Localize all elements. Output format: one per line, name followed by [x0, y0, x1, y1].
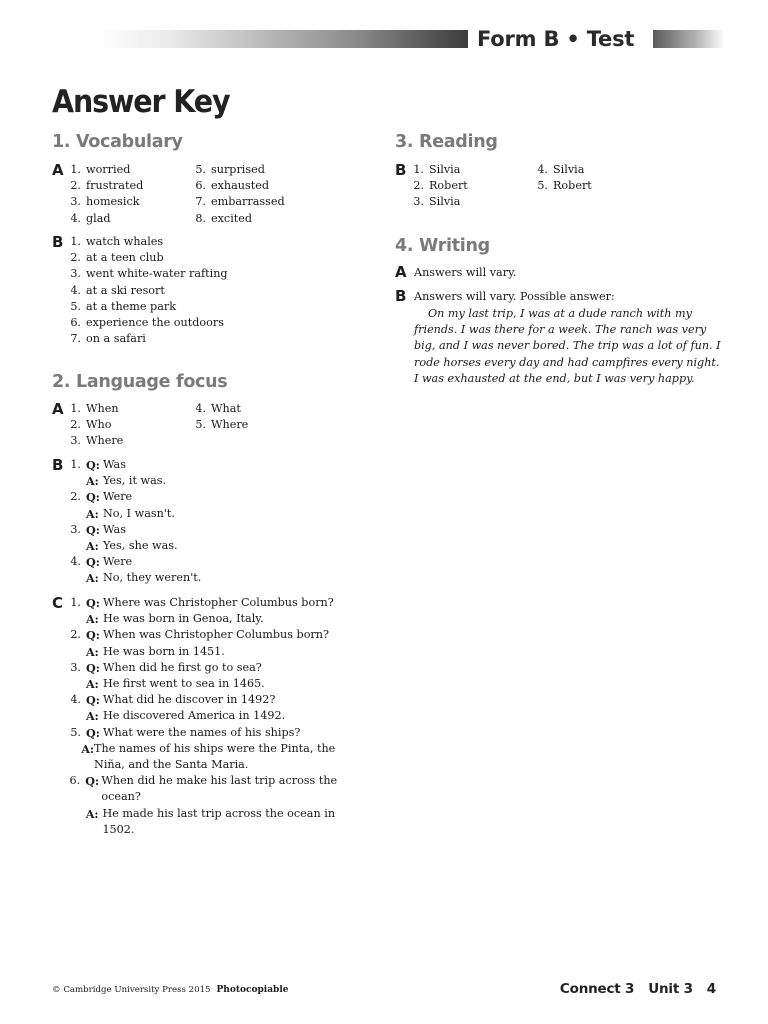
- part-letter-2b: B: [52, 456, 64, 474]
- item-text: at a ski resort: [86, 283, 165, 297]
- list-item: [66, 194, 143, 210]
- item-text: glad: [86, 211, 111, 225]
- writing-sample-text: On my last trip, I was at a dude ranch with my friends. I was there for a week. The ranch was very big, and I was never bored. The trip was a lot of fun. I rode horses every day and had campfires every night. I was exhausted at the end, but I was very happy.: [414, 307, 721, 385]
- reading-b-col1: [409, 162, 468, 211]
- item-text: Silvia: [429, 163, 461, 176]
- answer-text: Yes, she was.: [103, 539, 178, 553]
- item-number: 1.: [70, 402, 81, 415]
- item-number: 5.: [70, 725, 81, 739]
- item-number: 1.: [70, 596, 81, 609]
- a-label: A:: [86, 612, 99, 627]
- item-text: on a safari: [86, 332, 146, 346]
- q-label: Q:: [86, 555, 100, 570]
- item-number: 2.: [70, 418, 81, 432]
- a-label: A:: [86, 677, 99, 692]
- answer-row: [66, 506, 366, 522]
- answer-row: [66, 611, 366, 627]
- list-item: [66, 417, 123, 433]
- list-item: [66, 162, 143, 178]
- item-number: 1.: [70, 163, 81, 176]
- q-label: Q:: [86, 693, 100, 708]
- answer-text: He was born in Genoa, Italy.: [103, 612, 264, 626]
- part-letter-4a: A: [395, 263, 407, 281]
- question-text: Was: [103, 522, 126, 536]
- item-number: 3.: [70, 195, 81, 209]
- item-number: 2.: [70, 179, 81, 193]
- item-number: 5.: [70, 299, 81, 313]
- lang-a-col1: [66, 401, 123, 450]
- item-number: 1.: [413, 163, 424, 176]
- list-item: [191, 417, 248, 433]
- question-text: When did he make his last trip across the ocean?: [101, 774, 338, 804]
- item-text: Robert: [553, 179, 592, 193]
- lang-a-col2: [191, 401, 248, 433]
- list-item: [191, 178, 285, 194]
- answer-row: [66, 741, 366, 773]
- item-number: 3.: [70, 660, 81, 674]
- list-item: [533, 178, 592, 194]
- spacer: [66, 741, 76, 773]
- item-number: 5.: [195, 418, 206, 432]
- question-row: [66, 457, 366, 473]
- list-item: [66, 234, 228, 250]
- item-text: Robert: [429, 179, 468, 193]
- item-text: Where: [211, 418, 249, 432]
- item-number: 1.: [70, 458, 81, 471]
- q-label: Q:: [86, 725, 100, 740]
- item-number: 7.: [70, 332, 81, 346]
- item-number: 6.: [69, 774, 81, 788]
- answer-row: [66, 570, 366, 586]
- item-text: watch whales: [86, 235, 164, 248]
- spacer: [66, 570, 81, 586]
- list-item: [191, 401, 248, 417]
- list-item: [191, 194, 285, 210]
- lang-b-qa-list: [66, 457, 366, 587]
- question-row: [66, 522, 366, 538]
- list-item: [66, 433, 123, 449]
- question-row: [66, 660, 366, 676]
- header-gradient-bar: [98, 30, 468, 48]
- a-label: A:: [86, 709, 99, 724]
- copyright-text: © Cambridge University Press 2015: [52, 985, 211, 995]
- item-text: Who: [86, 418, 112, 432]
- page-title: Answer Key: [52, 84, 230, 120]
- item-number: 2.: [70, 251, 81, 265]
- list-item: [66, 178, 143, 194]
- a-label: A:: [81, 741, 95, 756]
- section-heading-vocabulary: 1. Vocabulary: [52, 132, 183, 152]
- part-letter-4b: B: [395, 287, 407, 305]
- item-text: When: [86, 402, 119, 415]
- reading-b-col2: [533, 162, 592, 194]
- item-text: frustrated: [86, 179, 144, 193]
- page-number: 4: [706, 981, 716, 997]
- q-label: Q:: [86, 660, 100, 675]
- spacer: [66, 611, 81, 627]
- header-gradient-tail: [653, 30, 725, 48]
- spacer: [66, 538, 81, 554]
- header-title: Form B • Test: [477, 27, 635, 51]
- lang-c-qa-list: [66, 595, 366, 838]
- answer-row: [66, 676, 366, 692]
- answer-text: No, I wasn't.: [103, 506, 175, 520]
- a-label: A:: [85, 806, 99, 821]
- writing-b-text: Answers will vary. Possible answer:: [414, 290, 615, 303]
- item-number: 2.: [70, 490, 81, 504]
- q-label: Q:: [86, 596, 100, 610]
- unit-label: Unit 3: [648, 981, 693, 997]
- question-text: What did he discover in 1492?: [103, 693, 276, 707]
- answer-row: [66, 708, 366, 724]
- item-text: What: [211, 402, 241, 415]
- item-number: 4.: [70, 211, 81, 225]
- answer-row: [66, 806, 366, 838]
- list-item: [191, 211, 285, 227]
- list-item: [66, 283, 228, 299]
- item-number: 6.: [195, 179, 206, 193]
- q-label: Q:: [86, 628, 100, 643]
- writing-a-text: Answers will vary.: [414, 266, 517, 279]
- q-label: Q:: [86, 458, 100, 472]
- list-item: [533, 162, 592, 178]
- list-item: [409, 194, 468, 210]
- item-number: 4.: [70, 283, 81, 297]
- photocopiable-label: Photocopiable: [216, 985, 289, 995]
- spacer: [66, 806, 81, 838]
- item-text: Silvia: [429, 195, 461, 209]
- part-letter-2a: A: [52, 400, 64, 418]
- q-label: Q:: [86, 522, 100, 537]
- part-letter-2c: C: [52, 594, 64, 612]
- question-row: [66, 773, 366, 805]
- book-title: Connect 3: [559, 981, 635, 997]
- question-text: When did he first go to sea?: [103, 660, 262, 674]
- list-item: [66, 211, 143, 227]
- item-text: at a teen club: [86, 251, 164, 265]
- item-number: 7.: [195, 195, 206, 209]
- answer-row: [66, 473, 366, 489]
- part-letter-3b: B: [395, 161, 407, 179]
- spacer: [66, 644, 81, 660]
- answer-row: [66, 538, 366, 554]
- question-text: Were: [103, 555, 133, 569]
- item-number: 3.: [70, 434, 81, 448]
- item-number: 3.: [70, 267, 81, 281]
- answer-text: He discovered America in 1492.: [103, 709, 286, 723]
- answer-row: [66, 644, 366, 660]
- section-heading-language-focus: 2. Language focus: [52, 372, 228, 392]
- question-row: [66, 489, 366, 505]
- answer-text: He made his last trip across the ocean in 1502.: [102, 806, 336, 836]
- question-row: [66, 627, 366, 643]
- item-text: embarrassed: [211, 195, 285, 209]
- list-item: [66, 401, 123, 417]
- question-text: Where was Christopher Columbus born?: [103, 596, 334, 609]
- item-number: 6.: [70, 316, 81, 330]
- spacer: [66, 708, 81, 724]
- answer-text: No, they weren't.: [103, 571, 202, 585]
- spacer: [66, 506, 81, 522]
- section-heading-reading: 3. Reading: [395, 132, 498, 152]
- list-item: [66, 299, 228, 315]
- footer-copyright: [52, 985, 288, 995]
- list-item: [409, 162, 468, 178]
- item-number: 4.: [70, 555, 81, 569]
- section-heading-writing: 4. Writing: [395, 236, 490, 256]
- vocab-a-col1: [66, 162, 143, 227]
- part-letter-1b: B: [52, 233, 64, 251]
- item-number: 2.: [70, 628, 81, 642]
- item-number: 4.: [195, 402, 206, 415]
- item-number: 3.: [70, 522, 81, 536]
- list-item: [191, 162, 285, 178]
- list-item: [66, 331, 228, 347]
- part-letter-1a: A: [52, 161, 64, 179]
- item-number: 5.: [537, 179, 548, 193]
- item-text: surprised: [211, 163, 265, 176]
- list-item: [409, 178, 468, 194]
- question-text: Were: [103, 490, 133, 504]
- vocab-b-list: [66, 234, 228, 347]
- item-text: exhausted: [211, 179, 270, 193]
- spacer: [66, 676, 81, 692]
- answer-text: He first went to sea in 1465.: [103, 677, 265, 691]
- a-label: A:: [86, 474, 99, 489]
- question-row: [66, 554, 366, 570]
- item-number: 5.: [195, 163, 206, 176]
- item-number: 2.: [413, 179, 424, 193]
- item-text: went white-water rafting: [86, 267, 228, 281]
- question-row: [66, 692, 366, 708]
- item-text: at a theme park: [86, 299, 177, 313]
- writing-sample-paragraph: [414, 306, 724, 387]
- answer-text: Yes, it was.: [103, 474, 167, 488]
- list-item: [66, 266, 228, 282]
- q-label: Q:: [85, 774, 100, 789]
- item-text: experience the outdoors: [86, 316, 224, 330]
- question-row: [66, 725, 366, 741]
- question-text: What were the names of his ships?: [103, 725, 301, 739]
- item-number: 1.: [70, 235, 81, 248]
- q-label: Q:: [86, 490, 100, 505]
- a-label: A:: [86, 644, 99, 659]
- question-text: When was Christopher Columbus born?: [103, 628, 329, 642]
- item-text: excited: [211, 211, 253, 225]
- item-number: 3.: [413, 195, 424, 209]
- item-text: Silvia: [553, 163, 585, 176]
- footer-page-info: [560, 981, 716, 997]
- list-item: [66, 315, 228, 331]
- a-label: A:: [86, 539, 99, 554]
- a-label: A:: [86, 506, 99, 521]
- spacer: [66, 473, 81, 489]
- item-number: 4.: [537, 163, 548, 176]
- question-row: [66, 595, 366, 611]
- answer-text: The names of his ships were the Pinta, the Niña, and the Santa Maria.: [94, 741, 336, 772]
- item-text: worried: [86, 163, 131, 176]
- answer-text: He was born in 1451.: [103, 644, 225, 658]
- question-text: Was: [103, 458, 126, 471]
- item-number: 8.: [195, 211, 206, 225]
- item-text: homesick: [86, 195, 140, 209]
- list-item: [66, 250, 228, 266]
- item-text: Where: [86, 434, 124, 448]
- vocab-a-col2: [191, 162, 285, 227]
- item-number: 4.: [70, 693, 81, 707]
- a-label: A:: [86, 571, 99, 586]
